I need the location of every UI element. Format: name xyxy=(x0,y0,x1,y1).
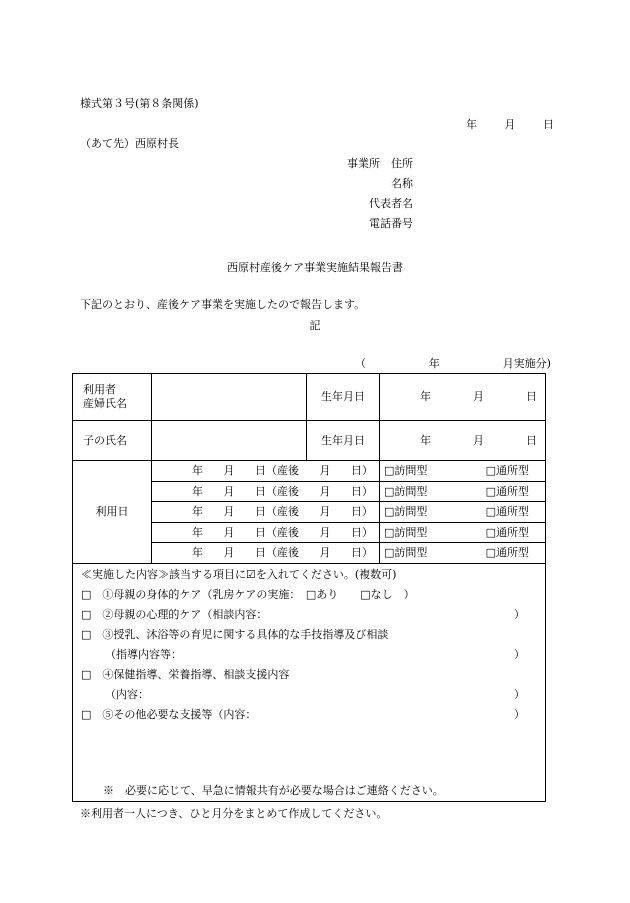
ymd-day: 日 xyxy=(526,390,537,403)
usage-day: 日（産後 xyxy=(255,464,299,477)
child-name-label: 子の氏名 xyxy=(73,421,152,461)
usage-date-field[interactable] xyxy=(152,523,380,543)
intro-text: 下記のとおり、産後ケア事業を実施したので報告します。 xyxy=(80,298,366,311)
content-item-1[interactable]: □ ①母親の身体的ケア（乳房ケアの実施： □あり □なし ） xyxy=(81,588,415,601)
postpartum-day: 日） xyxy=(351,505,373,518)
usage-type-cell xyxy=(380,523,546,543)
usage-day: 日（産後 xyxy=(255,525,299,539)
period-open: （ xyxy=(355,357,366,370)
close-paren: ） xyxy=(514,708,525,721)
usage-date-field[interactable] xyxy=(152,482,380,502)
mother-row xyxy=(73,374,546,421)
usage-year: 年 xyxy=(192,525,203,539)
child-name-field[interactable] xyxy=(152,421,307,461)
mother-birthdate-label: 生年月日 xyxy=(307,374,380,421)
content-item-3[interactable]: □ ③授乳、沐浴等の育児に関する具体的な手技指導及び相談 xyxy=(81,628,389,641)
period-year: 年 xyxy=(428,357,440,370)
visit-type-checkbox[interactable]: □訪問型 xyxy=(384,525,428,539)
usage-month: 月 xyxy=(223,505,235,518)
visit-type-checkbox[interactable]: □訪問型 xyxy=(384,464,428,477)
usage-date-field[interactable] xyxy=(152,543,380,564)
postpartum-day: 日） xyxy=(351,546,373,559)
child-row xyxy=(73,421,546,461)
content-row xyxy=(73,564,546,802)
usage-date-field[interactable] xyxy=(152,502,380,523)
mother-name-label: 産婦氏名 xyxy=(83,397,127,410)
mother-label-cell xyxy=(73,374,152,421)
document-title: 西原村産後ケア事業実施結果報告書 xyxy=(227,261,403,274)
postpartum-day: 日） xyxy=(351,464,373,477)
content-item-4-sub xyxy=(81,688,525,702)
day-type-checkbox[interactable]: □通所型 xyxy=(485,546,529,559)
usage-year: 年 xyxy=(192,484,203,498)
day-type-checkbox[interactable]: □通所型 xyxy=(485,484,529,498)
day-type-checkbox[interactable]: □通所型 xyxy=(485,525,529,539)
usage-month: 月 xyxy=(223,525,235,539)
footer-note: ※利用者一人につき、ひと月分をまとめて作成してください。 xyxy=(80,807,388,820)
office-block xyxy=(300,157,413,237)
usage-type-cell xyxy=(380,461,546,482)
usage-month: 月 xyxy=(223,546,235,559)
content-item-4-sub-label: （内容： xyxy=(105,688,149,701)
date-year: 年 xyxy=(466,118,477,131)
office-representative-label: 代表者名 xyxy=(369,197,413,210)
content-item-3-sub-label: （指導内容等： xyxy=(105,648,182,661)
postpartum-month: 月 xyxy=(319,464,331,477)
usage-year: 年 xyxy=(192,546,203,559)
user-label: 利用者 xyxy=(83,383,116,396)
visit-type-checkbox[interactable]: □訪問型 xyxy=(384,484,428,498)
visit-type-checkbox[interactable]: □訪問型 xyxy=(384,546,428,559)
visit-type-checkbox[interactable]: □訪問型 xyxy=(384,505,428,518)
content-item-2-label: □ ②母親の心理的ケア（相談内容： xyxy=(81,608,268,621)
day-type-checkbox[interactable]: □通所型 xyxy=(485,464,529,477)
date-day: 日 xyxy=(543,118,554,131)
content-item-3-sub xyxy=(81,648,525,662)
date-line xyxy=(466,118,554,132)
addressee: （あて先）西原村長 xyxy=(80,137,179,150)
mother-name-field[interactable] xyxy=(152,374,307,421)
mother-birthdate-field[interactable] xyxy=(380,374,546,421)
ymd-day: 日 xyxy=(526,433,537,447)
usage-month: 月 xyxy=(223,464,235,477)
postpartum-day: 日） xyxy=(351,484,373,498)
usage-type-cell xyxy=(380,482,546,502)
content-note: ※ 必要に応じて、早急に情報共有が必要な場合はご連絡ください。 xyxy=(103,784,444,797)
close-paren: ） xyxy=(514,648,525,661)
postpartum-month: 月 xyxy=(319,525,331,539)
content-item-4[interactable]: □ ④保健指導、栄養指導、相談支援内容 xyxy=(81,668,290,681)
usage-year: 年 xyxy=(192,505,203,518)
postpartum-day: 日） xyxy=(351,525,373,539)
child-birthdate-field[interactable] xyxy=(380,421,546,461)
content-item-5[interactable] xyxy=(81,708,525,722)
usage-month: 月 xyxy=(223,484,235,498)
usage-type-cell xyxy=(380,502,546,523)
content-item-2[interactable] xyxy=(81,608,525,622)
child-birthdate-label: 生年月日 xyxy=(307,421,380,461)
usage-day: 日（産後 xyxy=(255,546,299,559)
content-cell xyxy=(73,564,546,802)
postpartum-month: 月 xyxy=(319,484,331,498)
office-address-label: 事業所 住所 xyxy=(347,157,413,170)
ymd-year: 年 xyxy=(420,433,431,447)
usage-day: 日（産後 xyxy=(255,505,299,518)
ymd-month: 月 xyxy=(473,433,484,447)
ymd-month: 月 xyxy=(473,390,484,403)
office-name-label: 名称 xyxy=(391,177,413,190)
period-month: 月実施分) xyxy=(502,357,551,370)
office-phone-label: 電話番号 xyxy=(369,217,413,230)
report-table xyxy=(72,373,546,802)
postpartum-month: 月 xyxy=(319,505,331,518)
date-month: 月 xyxy=(504,118,516,131)
day-type-checkbox[interactable]: □通所型 xyxy=(485,505,529,518)
form-number: 様式第３号(第８条関係) xyxy=(80,97,199,110)
content-item-5-label: □ ⑤その他必要な支援等（内容： xyxy=(81,708,257,721)
period-line xyxy=(355,357,551,371)
ki-heading: 記 xyxy=(309,319,321,332)
postpartum-month: 月 xyxy=(319,546,331,559)
ymd-year: 年 xyxy=(420,390,431,403)
usage-type-cell xyxy=(380,543,546,564)
usage-day: 日（産後 xyxy=(255,484,299,498)
usage-year: 年 xyxy=(192,464,203,477)
content-heading: ≪実施した内容≫該当する項目に☑を入れてください。(複数可) xyxy=(81,568,397,581)
close-paren: ） xyxy=(514,688,525,701)
usage-label: 利用日 xyxy=(73,461,152,564)
usage-date-field[interactable] xyxy=(152,461,380,482)
close-paren: ） xyxy=(514,608,525,621)
usage-row xyxy=(73,461,546,482)
